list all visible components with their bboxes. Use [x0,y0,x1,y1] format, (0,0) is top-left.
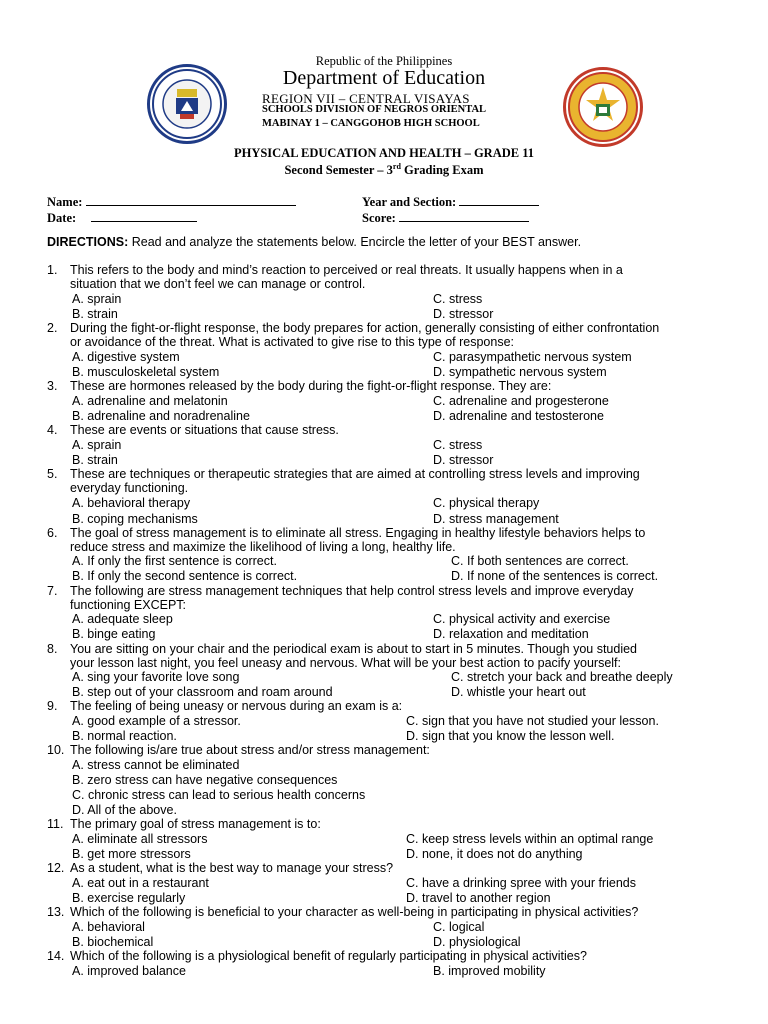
q5-option-b[interactable]: B. coping mechanisms [72,512,198,526]
question-8-stem-cont: your lesson last night, you feel uneasy and nervous. What will be your best action to pacify yourself: [70,656,621,670]
q7-option-c[interactable]: C. physical activity and exercise [433,612,611,626]
q8-option-d[interactable]: D. whistle your heart out [451,685,586,699]
question-2-stem-cont: or avoidance of the threat. What is activated to give rise to this type of response: [70,335,514,349]
q5-option-a[interactable]: A. behavioral therapy [72,496,191,510]
exam-title: PHYSICAL EDUCATION AND HEALTH – GRADE 11 [233,146,535,160]
q12-option-d[interactable]: D. travel to another region [406,891,551,905]
q4-option-c[interactable]: C. stress [433,438,483,452]
q13-option-d[interactable]: D. physiological [433,935,521,949]
q9-option-a[interactable]: A. good example of a stressor. [72,714,241,728]
q2-option-a[interactable]: A. digestive system [72,350,180,364]
q6-option-a[interactable]: A. If only the first sentence is correct. [72,554,277,568]
q1-option-d[interactable]: D. stressor [433,307,494,321]
q12-option-c[interactable]: C. have a drinking spree with your friends [406,876,636,890]
q2-option-d[interactable]: D. sympathetic nervous system [433,365,607,379]
q3-option-d[interactable]: D. adrenaline and testosterone [433,409,604,423]
question-12-stem: 12. As a student, what is the best way to manage your stress? [47,861,394,875]
q5-option-d[interactable]: D. stress management [433,512,559,526]
q11-option-c[interactable]: C. keep stress levels within an optimal range [406,832,654,846]
question-13-stem: 13. Which of the following is beneficial to your character as well-being in participating in physical activities? [47,905,639,919]
score-blank[interactable] [399,209,529,222]
question-3-stem: 3. These are hormones released by the body during the fight-or-flight response. They are: [47,379,552,393]
q1-option-c[interactable]: C. stress [433,292,483,306]
q10-option-b[interactable]: B. zero stress can have negative consequences [72,773,338,787]
q7-option-d[interactable]: D. relaxation and meditation [433,627,589,641]
q4-option-a[interactable]: A. sprain [72,438,122,452]
q6-option-c[interactable]: C. If both sentences are correct. [451,554,629,568]
q8-option-b[interactable]: B. step out of your classroom and roam around [72,685,333,699]
question-2-stem: 2. During the fight-or-flight response, the body prepares for action, generally consisting of either confrontation [47,321,660,335]
q14-option-b[interactable]: B. improved mobility [433,964,546,978]
q10-option-c[interactable]: C. chronic stress can lead to serious health concerns [72,788,366,802]
question-5-stem-cont: everyday functioning. [70,481,189,495]
name-field[interactable]: Name: [47,193,296,210]
question-6-stem: 6. The goal of stress management is to eliminate all stress. Engaging in healthy lifestyle behaviors helps to [47,526,646,540]
question-11-stem: 11. The primary goal of stress management is to: [47,817,321,831]
school-heading: MABINAY 1 – CANGGOHOB HIGH SCHOOL [262,118,480,129]
q9-option-c[interactable]: C. sign that you have not studied your lesson. [406,714,659,728]
q13-option-c[interactable]: C. logical [433,920,485,934]
question-8-stem: 8. You are sitting on your chair and the periodical exam is about to start in 5 minutes. Though you studied [47,642,638,656]
region-heading: REGION VII – CENTRAL VISAYAS [262,91,470,106]
q6-option-b[interactable]: B. If only the second sentence is correct. [72,569,298,583]
q7-option-b[interactable]: B. binge eating [72,627,156,641]
q11-option-b[interactable]: B. get more stressors [72,847,191,861]
q2-option-c[interactable]: C. parasympathetic nervous system [433,350,632,364]
division-heading: SCHOOLS DIVISION OF NEGROS ORIENTAL [262,104,487,115]
question-5-stem: 5. These are techniques or therapeutic strategies that are aimed at controlling stress levels and improving [47,467,640,481]
question-1-stem: 1. This refers to the body and mind’s reaction to perceived or real threats. It usually happens when in a [47,263,623,277]
question-9-stem: 9. The feeling of being uneasy or nervous during an exam is a: [47,699,403,713]
question-7-stem-cont: functioning EXCEPT: [70,598,187,612]
q8-option-a[interactable]: A. sing your favorite love song [72,670,240,684]
q6-option-d[interactable]: D. If none of the sentences is correct. [451,569,659,583]
q4-option-d[interactable]: D. stressor [433,453,494,467]
directions: DIRECTIONS: Read and analyze the statements below. Encircle the letter of your BEST answer. [47,235,582,249]
q2-option-b[interactable]: B. musculoskeletal system [72,365,220,379]
q3-option-a[interactable]: A. adrenaline and melatonin [72,394,228,408]
q10-option-a[interactable]: A. stress cannot be eliminated [72,758,240,772]
question-1-stem-cont: situation that we don’t feel we can manage or control. [70,277,366,291]
q8-option-c[interactable]: C. stretch your back and breathe deeply [451,670,673,684]
q12-option-b[interactable]: B. exercise regularly [72,891,186,905]
q11-option-d[interactable]: D. none, it does not do anything [406,847,583,861]
q4-option-b[interactable]: B. strain [72,453,118,467]
question-7-stem: 7. The following are stress management techniques that help control stress levels and improve everyday [47,584,634,598]
department-heading: Department of Education [282,67,486,89]
year-section-blank[interactable] [459,193,539,206]
date-blank[interactable] [91,209,197,222]
q9-option-d[interactable]: D. sign that you know the lesson well. [406,729,615,743]
q3-option-b[interactable]: B. adrenaline and noradrenaline [72,409,250,423]
q13-option-a[interactable]: A. behavioral [72,920,145,934]
q14-option-a[interactable]: A. improved balance [72,964,186,978]
q12-option-a[interactable]: A. eat out in a restaurant [72,876,209,890]
q13-option-b[interactable]: B. biochemical [72,935,154,949]
exam-subtitle: Second Semester – 3rd Grading Exam [284,162,484,178]
q10-option-d[interactable]: D. All of the above. [72,803,177,817]
q1-option-a[interactable]: A. sprain [72,292,122,306]
year-section-field[interactable]: Year and Section: [362,193,539,210]
q11-option-a[interactable]: A. eliminate all stressors [72,832,208,846]
q5-option-c[interactable]: C. physical therapy [433,496,540,510]
q9-option-b[interactable]: B. normal reaction. [72,729,177,743]
name-blank[interactable] [86,193,296,206]
score-field[interactable]: Score: [362,209,529,226]
q3-option-c[interactable]: C. adrenaline and progesterone [433,394,609,408]
question-14-stem: 14. Which of the following is a physiological benefit of regularly participating in physical activities? [47,949,587,963]
q1-option-b[interactable]: B. strain [72,307,118,321]
date-field[interactable]: Date: [47,209,197,226]
republic-heading: Republic of the Philippines [315,54,453,68]
question-4-stem: 4. These are events or situations that cause stress. [47,423,339,437]
q7-option-a[interactable]: A. adequate sleep [72,612,173,626]
question-6-stem-cont: reduce stress and maximize the likelihood of living a long, healthy life. [70,540,456,554]
question-10-stem: 10. The following is/are true about stress and/or stress management: [47,743,430,757]
